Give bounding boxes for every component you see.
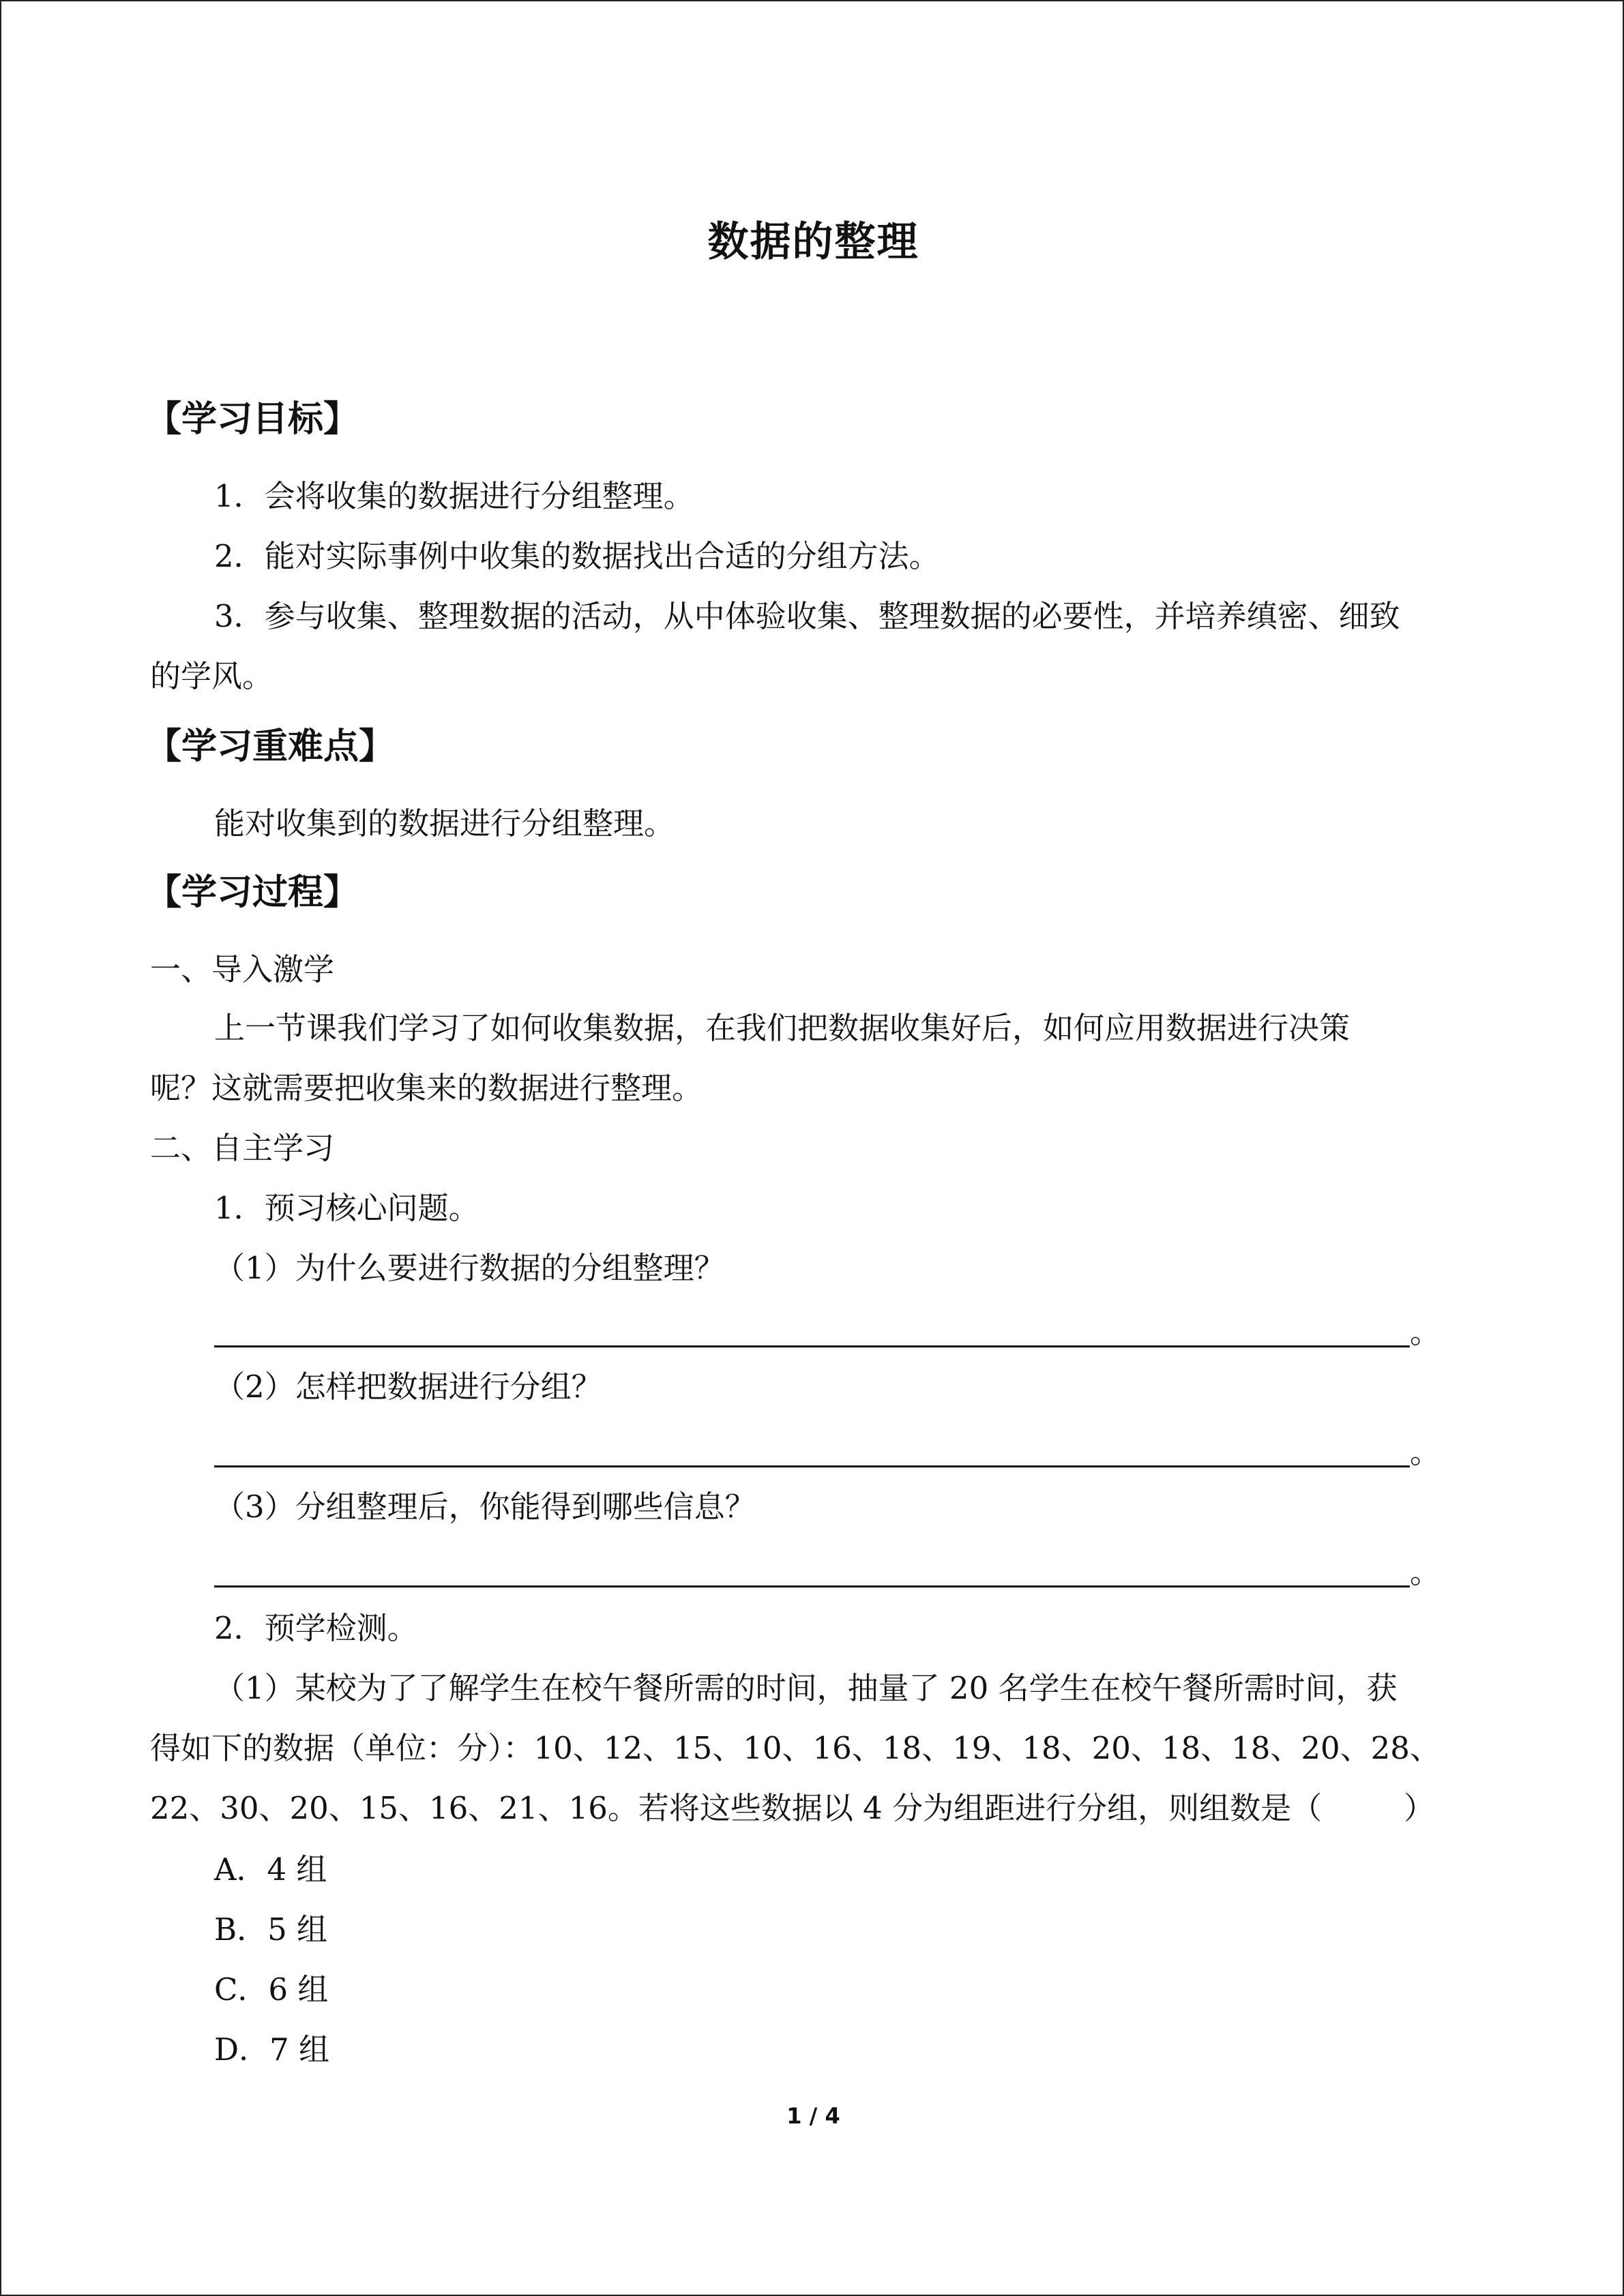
objective-item-1: 1．会将收集的数据进行分组整理。 — [214, 478, 694, 514]
key-points-text: 能对收集到的数据进行分组整理。 — [214, 805, 675, 841]
part1-line-1: 上一节课我们学习了如何收集数据，在我们把数据收集好后，如何应用数据进行决策 — [214, 1010, 1350, 1046]
answer-line-3[interactable] — [214, 1585, 1410, 1587]
objective-item-2: 2．能对实际事例中收集的数据找出合适的分组方法。 — [214, 538, 940, 574]
q1-item-2: （2）怎样把数据进行分组？ — [214, 1369, 602, 1405]
q1-item-3: （3）分组整理后，你能得到哪些信息？ — [214, 1489, 756, 1525]
q1-item-1: （1）为什么要进行数据的分组整理？ — [214, 1250, 725, 1286]
answer-end-3: 。 — [1410, 1554, 1441, 1590]
q2-close-paren: ） — [1404, 1790, 1435, 1826]
objective-item-3: 3．参与收集、整理数据的活动，从中体验收集、整理数据的必要性，并培养缜密、细致 — [214, 598, 1400, 634]
q2-title: 2．预学检测。 — [214, 1610, 418, 1646]
objectives-heading: 【学习目标】 — [146, 399, 359, 440]
answer-line-2[interactable] — [214, 1465, 1410, 1467]
page-title: 数据的整理 — [707, 218, 919, 266]
answer-line-1[interactable] — [214, 1345, 1410, 1347]
process-heading: 【学习过程】 — [146, 872, 359, 913]
part1-title: 一、导入激学 — [150, 951, 335, 987]
q1-title: 1．预习核心问题。 — [214, 1190, 479, 1226]
part2-title: 二、自主学习 — [150, 1130, 335, 1166]
answer-end-1: 。 — [1410, 1314, 1441, 1350]
option-d: D．7 组 — [214, 2031, 330, 2068]
option-a: A．4 组 — [214, 1851, 327, 1888]
option-c: C．6 组 — [214, 1971, 329, 2008]
q2-line-1: （1）某校为了了解学生在校午餐所需的时间，抽量了 20 名学生在校午餐所需时间，获 — [214, 1670, 1398, 1706]
q2-line-3-wrap — [150, 1789, 1434, 1828]
objective-item-3-cont: 的学风。 — [150, 658, 274, 694]
answer-end-2: 。 — [1410, 1434, 1441, 1470]
option-b: B．5 组 — [214, 1911, 328, 1948]
q2-line-2: 得如下的数据（单位：分）：10、12、15、10、16、18、19、18、20、18、18、20、28、 — [150, 1730, 1441, 1766]
part1-line-2: 呢？这就需要把收集来的数据进行整理。 — [150, 1070, 703, 1106]
key-points-heading: 【学习重难点】 — [146, 726, 395, 767]
page-number: 1 / 4 — [786, 2103, 840, 2129]
q2-line-3: 22、30、20、15、16、21、16。若将这些数据以 4 分为组距进行分组，则组数是（ — [150, 1790, 1323, 1826]
